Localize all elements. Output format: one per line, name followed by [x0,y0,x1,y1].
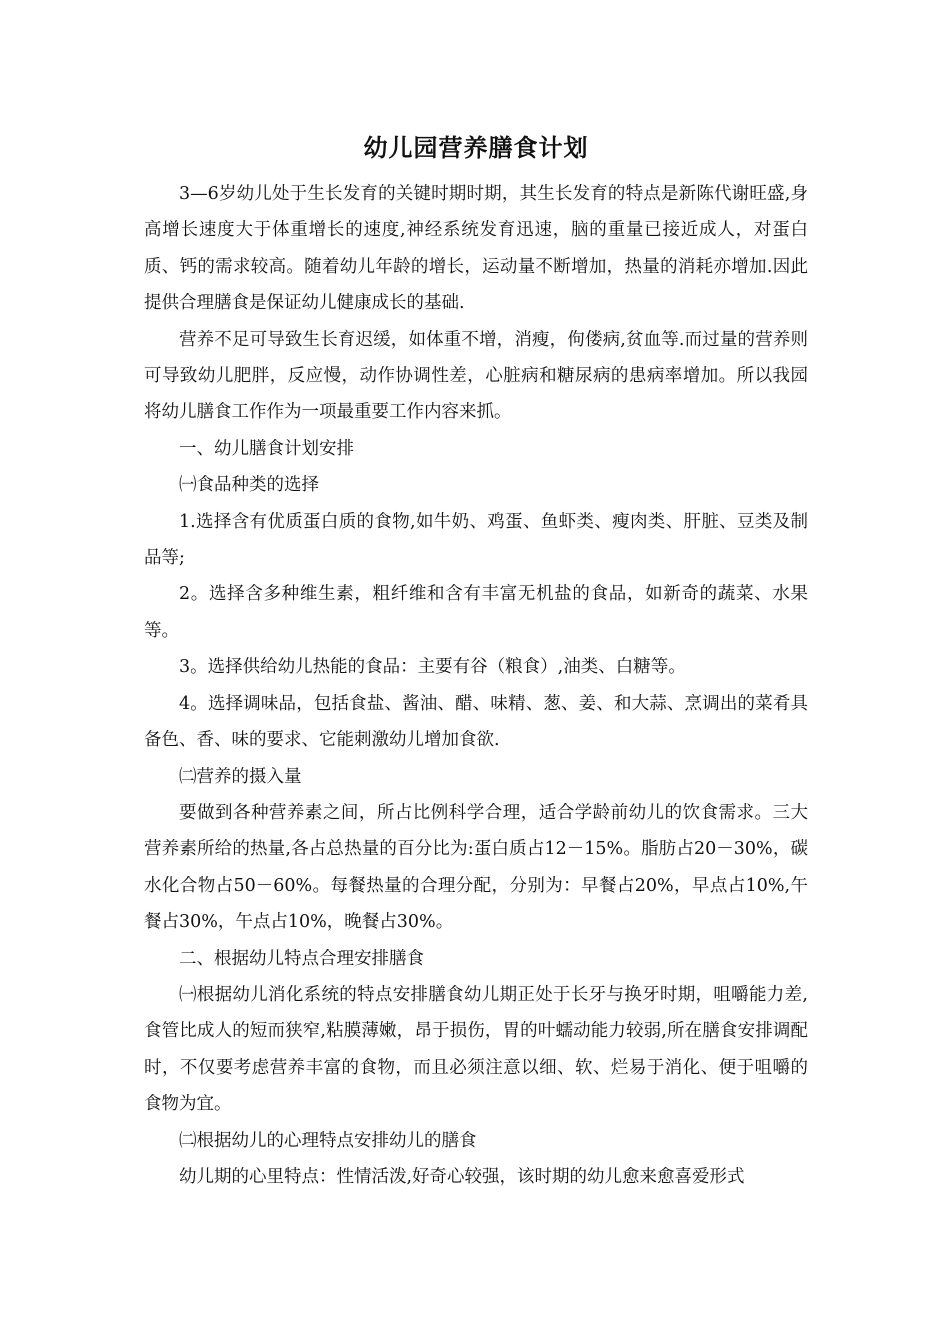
paragraph-nutrition-risk: 营养不足可导致生长育迟缓，如体重不增，消瘦，佝偻病,贫血等.而过量的营养则可导致幼儿肥胖，反应慢，动作协调性差，心脏病和糖尿病的患病率增加。所以我园将幼儿膳食工作作为一项最重要工作内容来抓。 [144,329,808,423]
paragraph-digestive: ㈠根据幼儿消化系统的特点安排膳食幼儿期正处于长牙与换牙时期，咀嚼能力差,食管比成人的短而狭窄,粘膜薄嫩，昂于损伤，胃的叶蠕动能力较弱,所在膳食安排调配时，不仅要考虑营养丰富的食物，而且必须注意以细、软、烂易于消化、便于咀嚼的食物为宜。 [144,984,808,1115]
paragraph-intro: 3—6岁幼儿处于生长发育的关键时期时期，其生长发育的特点是新陈代谢旺盛,身高增长速度大于体重增长的速度,神经系统发育迅速，脑的重量已接近成人，对蛋白质、钙的需求较高。随着幼儿年龄的增长，运动量不断增加，热量的消耗亦增加.因此提供合理膳食是保证幼儿健康成长的基础. [144,184,808,314]
subsection-heading-psychology: ㈡根据幼儿的心理特点安排幼儿的膳食 [179,1130,477,1151]
paragraph-intake: 要做到各种营养素之间，所占比例科学合理，适合学龄前幼儿的饮食需求。三大营养素所给的热量,各占总热量的百分比为:蛋白质占12－15%。脂肪占20－30%，碳水化合物占50－60%。每餐热量的合理分配，分别为：早餐占20%，早点占10%,午餐占30%，午点占10%，晚餐占30%。 [144,802,808,933]
list-item-2: 2。选择含多种维生素，粗纤维和含有丰富无机盐的食品，如新奇的蔬菜、水果等。 [144,584,808,641]
list-item-4: 4。选择调味品，包括食盐、酱油、醋、味精、葱、姜、和大蒜、烹调出的菜肴具备色、香、味的要求、它能刺激幼儿增加食欲. [144,693,808,751]
document-page [144,128,808,1195]
section-heading-2: 二、根据幼儿特点合理安排膳食 [179,948,424,969]
paragraph-psychology: 幼儿期的心里特点：性情活泼,好奇心较强，该时期的幼儿愈来愈喜爱形式 [179,1166,745,1187]
document-title: 幼儿园营养膳食计划 [363,133,589,162]
subsection-heading-intake: ㈡营养的摄入量 [179,766,302,787]
subsection-heading-food-types: ㈠食品种类的选择 [179,475,319,496]
list-item-3: 3。选择供给幼儿热能的食品：主要有谷（粮食）,油类、白糖等。 [179,657,686,678]
section-heading-1: 一、幼儿膳食计划安排 [179,438,354,459]
list-item-1: 1.选择含有优质蛋白质的食物,如牛奶、鸡蛋、鱼虾类、瘦肉类、肝脏、豆类及制品等; [144,511,808,569]
